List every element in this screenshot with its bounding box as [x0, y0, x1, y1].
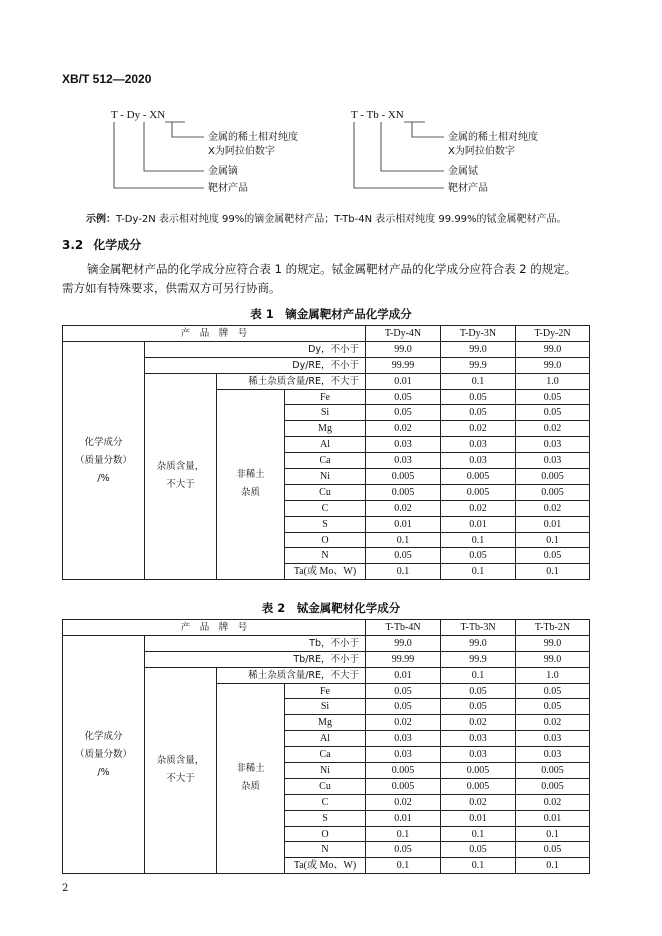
- table-row: [63, 341, 590, 357]
- value-cell: 1.0: [516, 373, 590, 389]
- value-cell: 0.005: [516, 778, 590, 794]
- value-cell: 0.1: [366, 532, 441, 548]
- table-row: [63, 635, 590, 651]
- example-text: T-Dy-2N 表示相对纯度 99%的镝金属靶材产品；T-Tb-4N 表示相对纯度 99.99%的铽金属靶材产品。: [116, 214, 567, 225]
- value-cell: 0.1: [441, 858, 516, 874]
- value-cell: 0.03: [366, 747, 441, 763]
- value-cell: 99.99: [366, 357, 441, 373]
- value-cell: 0.02: [516, 715, 590, 731]
- element-label: Fe: [285, 389, 366, 405]
- grade-header: T-Dy-2N: [516, 326, 590, 342]
- value-cell: 0.01: [516, 810, 590, 826]
- value-cell: 0.1: [441, 373, 516, 389]
- value-cell: 0.05: [441, 842, 516, 858]
- value-cell: 0.02: [516, 500, 590, 516]
- element-label: Al: [285, 731, 366, 747]
- value-cell: 0.005: [516, 763, 590, 779]
- value-cell: 0.05: [516, 683, 590, 699]
- header-label: 产 品 牌 号: [63, 326, 366, 342]
- element-label: Ca: [285, 747, 366, 763]
- re-impurity-label: 稀土杂质含量/RE，不大于: [217, 667, 366, 683]
- value-cell: 0.01: [366, 373, 441, 389]
- value-cell: 0.1: [441, 667, 516, 683]
- element-label: O: [285, 532, 366, 548]
- element-label: Fe: [285, 683, 366, 699]
- value-cell: 0.005: [441, 778, 516, 794]
- product-label-dy: 靶材产品: [208, 183, 248, 194]
- element-label: Ca: [285, 453, 366, 469]
- value-cell: 0.02: [441, 421, 516, 437]
- table2-caption: 表 2 铽金属靶材化学成分: [261, 601, 401, 615]
- value-cell: 0.05: [366, 842, 441, 858]
- paragraph-line-2: 需方如有特殊要求，供需双方可另行协商。: [62, 281, 281, 295]
- value-cell: 0.03: [516, 731, 590, 747]
- value-cell: 0.005: [366, 484, 441, 500]
- value-cell: 1.0: [516, 667, 590, 683]
- value-cell: 0.05: [441, 548, 516, 564]
- element-label: S: [285, 810, 366, 826]
- value-cell: 0.01: [366, 516, 441, 532]
- x-note-dy: X为阿拉伯数字: [208, 146, 275, 157]
- value-cell: 0.05: [516, 389, 590, 405]
- value-cell: 0.01: [441, 810, 516, 826]
- designation-code-dy: T - Dy - XN: [111, 109, 166, 121]
- purity-label-tb: 金属的稀土相对纯度: [448, 132, 538, 143]
- value-cell: 0.02: [366, 500, 441, 516]
- value-cell: 0.1: [366, 858, 441, 874]
- composition-group-label: 化学成分 （质量分数） /%: [63, 341, 145, 579]
- element-label: S: [285, 516, 366, 532]
- re-impurity-label: 稀土杂质含量/RE，不大于: [217, 373, 366, 389]
- element-label: Mg: [285, 715, 366, 731]
- value-cell: 99.0: [366, 635, 441, 651]
- metal-label-dy: 金属镝: [208, 166, 238, 177]
- impurity-label: 杂质含量， 不大于: [145, 667, 217, 874]
- composition-group-label: 化学成分 （质量分数） /%: [63, 635, 145, 873]
- value-cell: 0.1: [366, 564, 441, 580]
- element-label: Cu: [285, 484, 366, 500]
- value-cell: 0.1: [441, 564, 516, 580]
- value-cell: 0.02: [366, 794, 441, 810]
- value-cell: 0.03: [516, 747, 590, 763]
- element-label: N: [285, 842, 366, 858]
- element-label: Ta(或 Mo、W): [285, 564, 366, 580]
- element-label: C: [285, 500, 366, 516]
- value-cell: 99.0: [441, 341, 516, 357]
- main-row-label: Tb，不小于: [145, 635, 366, 651]
- element-label: Ni: [285, 469, 366, 485]
- example-label: 示例：: [86, 214, 116, 225]
- element-label: Al: [285, 437, 366, 453]
- value-cell: 0.03: [441, 731, 516, 747]
- grade-header: T-Tb-4N: [366, 620, 441, 636]
- value-cell: 99.0: [516, 635, 590, 651]
- table-header-row: [63, 326, 590, 342]
- value-cell: 0.02: [366, 715, 441, 731]
- page-number: 2: [62, 883, 69, 894]
- value-cell: 99.0: [516, 341, 590, 357]
- value-cell: 0.05: [366, 683, 441, 699]
- value-cell: 99.0: [516, 357, 590, 373]
- grade-header: T-Dy-3N: [441, 326, 516, 342]
- value-cell: 0.005: [441, 763, 516, 779]
- value-cell: 0.02: [366, 421, 441, 437]
- example-note: [86, 210, 567, 225]
- grade-header: T-Tb-2N: [516, 620, 590, 636]
- x-note-tb: X为阿拉伯数字: [448, 146, 515, 157]
- value-cell: 0.05: [366, 405, 441, 421]
- value-cell: 99.0: [366, 341, 441, 357]
- value-cell: 0.03: [441, 437, 516, 453]
- value-cell: 0.02: [441, 500, 516, 516]
- value-cell: 99.9: [441, 651, 516, 667]
- value-cell: 0.05: [516, 842, 590, 858]
- value-cell: 0.03: [441, 747, 516, 763]
- value-cell: 99.99: [366, 651, 441, 667]
- value-cell: 0.01: [441, 516, 516, 532]
- value-cell: 0.01: [366, 667, 441, 683]
- value-cell: 0.05: [441, 405, 516, 421]
- value-cell: 0.05: [366, 389, 441, 405]
- value-cell: 0.02: [441, 794, 516, 810]
- value-cell: 0.02: [516, 421, 590, 437]
- value-cell: 0.03: [516, 437, 590, 453]
- value-cell: 0.005: [441, 469, 516, 485]
- value-cell: 0.1: [516, 564, 590, 580]
- impurity-label: 杂质含量， 不大于: [145, 373, 217, 580]
- value-cell: 0.1: [441, 532, 516, 548]
- main-row-label: Tb/RE，不小于: [145, 651, 366, 667]
- value-cell: 0.03: [366, 437, 441, 453]
- value-cell: 0.03: [441, 453, 516, 469]
- header-label: 产 品 牌 号: [63, 620, 366, 636]
- value-cell: 0.1: [441, 826, 516, 842]
- element-label: Mg: [285, 421, 366, 437]
- value-cell: 0.03: [516, 453, 590, 469]
- value-cell: 0.005: [366, 763, 441, 779]
- value-cell: 0.05: [441, 389, 516, 405]
- element-label: Cu: [285, 778, 366, 794]
- value-cell: 0.1: [516, 858, 590, 874]
- value-cell: 99.0: [441, 635, 516, 651]
- grade-header: T-Dy-4N: [366, 326, 441, 342]
- element-label: O: [285, 826, 366, 842]
- requirement-paragraph: [62, 260, 602, 298]
- value-cell: 0.03: [366, 731, 441, 747]
- purity-label-dy: 金属的稀土相对纯度: [208, 132, 298, 143]
- table1-dy-composition: [62, 325, 590, 580]
- table1-caption: 表 1 镝金属靶材产品化学成分: [250, 307, 412, 321]
- value-cell: 0.1: [366, 826, 441, 842]
- value-cell: 0.02: [516, 794, 590, 810]
- value-cell: 0.05: [366, 548, 441, 564]
- grade-header: T-Tb-3N: [441, 620, 516, 636]
- value-cell: 0.02: [441, 715, 516, 731]
- table-header-row: [63, 620, 590, 636]
- value-cell: 0.01: [516, 516, 590, 532]
- non-re-impurity-label: 非稀土 杂质: [217, 389, 285, 580]
- element-label: Ni: [285, 763, 366, 779]
- value-cell: 0.1: [516, 532, 590, 548]
- value-cell: 0.05: [441, 699, 516, 715]
- value-cell: 0.005: [366, 469, 441, 485]
- document-code: XB/T 512—2020: [62, 72, 152, 86]
- value-cell: 0.05: [516, 699, 590, 715]
- value-cell: 0.005: [516, 469, 590, 485]
- designation-diagram: [0, 0, 662, 205]
- main-row-label: Dy/RE，不小于: [145, 357, 366, 373]
- element-label: Ta(或 Mo、W): [285, 858, 366, 874]
- value-cell: 0.05: [516, 405, 590, 421]
- value-cell: 0.03: [366, 453, 441, 469]
- value-cell: 0.05: [366, 699, 441, 715]
- main-row-label: Dy，不小于: [145, 341, 366, 357]
- element-label: N: [285, 548, 366, 564]
- element-label: Si: [285, 405, 366, 421]
- table2-tb-composition: [62, 619, 590, 874]
- value-cell: 0.01: [366, 810, 441, 826]
- section-heading: [62, 236, 141, 253]
- element-label: Si: [285, 699, 366, 715]
- element-label: C: [285, 794, 366, 810]
- value-cell: 0.005: [516, 484, 590, 500]
- value-cell: 99.9: [441, 357, 516, 373]
- value-cell: 0.05: [516, 548, 590, 564]
- section-number: 3.2: [62, 238, 84, 252]
- value-cell: 0.1: [516, 826, 590, 842]
- metal-label-tb: 金属铽: [448, 166, 478, 177]
- paragraph-line-1: 镝金属靶材产品的化学成分应符合表 1 的规定。铽金属靶材产品的化学成分应符合表 2 的规定。: [87, 262, 577, 276]
- value-cell: 0.05: [441, 683, 516, 699]
- value-cell: 0.005: [366, 778, 441, 794]
- product-label-tb: 靶材产品: [448, 183, 488, 194]
- value-cell: 0.005: [441, 484, 516, 500]
- value-cell: 99.0: [516, 651, 590, 667]
- designation-code-tb: T - Tb - XN: [351, 109, 404, 121]
- section-title: 化学成分: [93, 238, 142, 252]
- non-re-impurity-label: 非稀土 杂质: [217, 683, 285, 874]
